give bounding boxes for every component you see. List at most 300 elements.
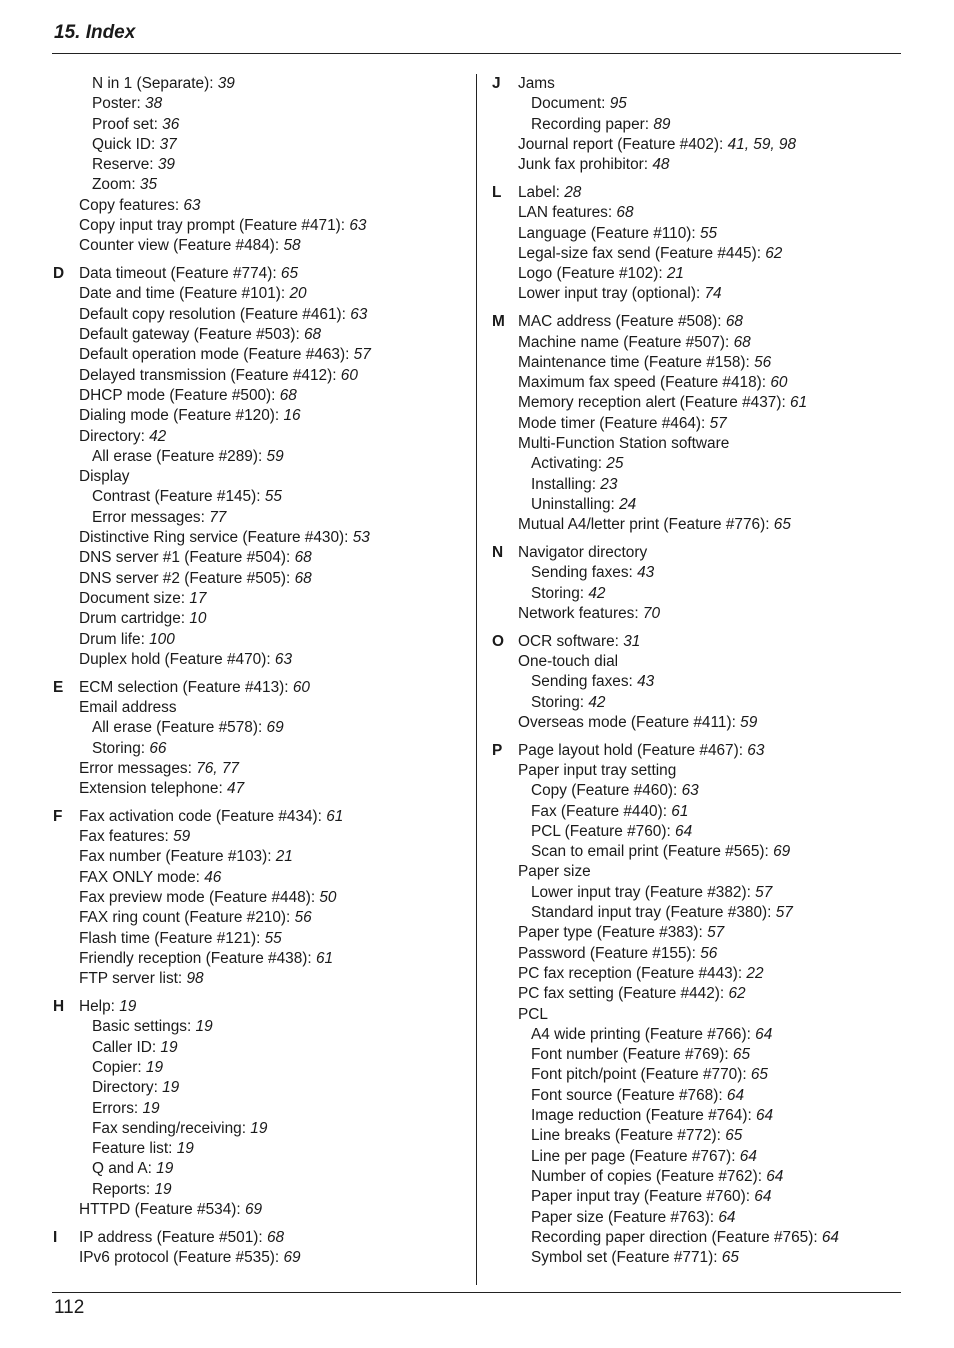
index-subentry [518,1208,892,1228]
index-subentry [79,1099,463,1119]
index-entry [518,713,892,733]
index-page-reference[interactable]: 31 [623,632,641,650]
index-entry [518,652,892,672]
index-entry [79,236,463,256]
index-entry [518,264,892,284]
index-term: Default copy resolution (Feature #461): [79,305,351,323]
index-entry [79,698,463,718]
index-page-reference[interactable]: 38 [145,95,163,113]
index-page-reference[interactable]: 19 [154,1180,172,1198]
index-page-reference[interactable]: 57 [353,346,371,364]
index-page-reference[interactable]: 58 [283,237,301,255]
index-page-reference[interactable]: 47 [227,780,245,798]
index-term: Error messages: [79,759,197,777]
index-page-reference[interactable]: 68 [616,204,634,222]
index-page-reference[interactable]: 24 [619,495,637,513]
index-page-reference[interactable]: 69 [266,719,284,737]
index-term: Copy (Feature #460): [531,782,682,800]
index-page-reference[interactable]: 89 [653,115,671,133]
index-subentry [518,822,892,842]
index-term: Uninstalling: [531,495,620,513]
index-page-reference[interactable]: 60 [770,374,788,392]
index-page-reference[interactable]: 65 [732,1046,751,1064]
index-entry [518,244,892,264]
index-entry [518,604,892,624]
index-page-reference[interactable]: 35 [139,176,158,194]
index-term: Zoom: [92,176,140,194]
index-entry [518,224,892,244]
index-term: Counter view (Feature #484): [79,237,284,255]
index-term: Errors: [92,1099,143,1117]
index-entry-list [79,1228,463,1269]
index-entry [79,305,463,325]
index-letter-group [492,741,892,1269]
index-term: Sending faxes: [531,564,638,582]
index-term: Fax activation code (Feature #434): [79,807,327,825]
index-page-reference[interactable]: 61 [790,394,808,412]
index-page-reference[interactable]: 69 [244,1201,263,1219]
index-page-reference[interactable]: 56 [294,909,312,927]
index-term: Distinctive Ring service (Feature #430): [79,529,353,547]
index-page-reference[interactable]: 63 [350,305,368,323]
index-page-reference[interactable]: 64 [718,1208,736,1226]
index-page-reference[interactable]: 19 [176,1140,194,1158]
index-subentry [518,1065,892,1085]
index-entry [79,467,463,487]
index-page-reference[interactable]: 19 [160,1038,178,1056]
index-term: Copy features: [79,196,184,214]
index-entry [79,366,463,386]
index-entry [518,74,892,94]
index-page-reference[interactable]: 56 [700,944,718,962]
index-subentry [79,175,463,195]
index-term: Lower input tray (Feature #382): [531,883,756,901]
index-subentry [518,1126,892,1146]
index-term: Memory reception alert (Feature #437): [518,394,791,412]
index-page-reference[interactable]: 69 [283,1249,301,1267]
index-page-reference[interactable]: 70 [642,604,661,622]
index-page-reference[interactable]: 74 [704,285,722,303]
index-entry [79,427,463,447]
index-term: Document size: [79,589,190,607]
index-entry [518,984,892,1004]
index-page-reference[interactable]: 76, 77 [196,759,239,777]
index-term: Installing: [531,475,601,493]
index-term: Paper size (Feature #763): [531,1208,719,1226]
index-entry-list [518,74,892,175]
index-page-reference[interactable]: 68 [279,386,297,404]
index-page-reference[interactable]: 68 [294,549,312,567]
index-page-reference[interactable]: 59 [173,828,191,846]
index-page-reference[interactable]: 64 [756,1107,774,1125]
index-page-reference[interactable]: 39 [217,75,235,92]
index-page-reference[interactable]: 19 [119,998,137,1016]
index-entry [518,434,892,454]
index-page-reference[interactable]: 46 [204,868,222,886]
index-term: Directory: [92,1079,163,1097]
index-entry-list [79,997,463,1220]
index-entry-list [79,678,463,800]
index-page-reference[interactable]: 100 [149,630,175,648]
index-page-reference[interactable]: 65 [721,1249,739,1267]
index-page-reference[interactable]: 63 [747,741,765,759]
index-term: DNS server #2 (Feature #505): [79,569,295,587]
index-letter-heading: N [492,544,504,562]
index-entry [518,862,892,882]
index-term: Fax sending/receiving: [92,1119,251,1137]
index-term: Fax (Feature #440): [531,802,672,820]
index-entry [79,216,463,236]
index-entry [518,414,892,434]
index-letter-heading: M [492,313,505,331]
index-term: Language (Feature #110): [518,224,700,242]
index-entry [79,569,463,589]
index-term: Display [79,468,130,486]
index-page-reference[interactable]: 57 [709,414,727,432]
index-entry [518,393,892,413]
index-entry [79,929,463,949]
index-page-reference[interactable]: 64 [739,1147,757,1165]
index-page-reference[interactable]: 64 [821,1228,839,1246]
index-subentry [518,903,892,923]
index-subentry [518,115,892,135]
index-entry [518,373,892,393]
index-entry [79,759,463,779]
index-entry [518,543,892,563]
index-entry [518,155,892,175]
index-entry [518,135,892,155]
index-entry [79,386,463,406]
index-page-reference[interactable]: 41, 59, 98 [727,135,797,153]
index-term: Duplex hold (Feature #470): [79,650,275,668]
index-term: Maximum fax speed (Feature #418): [518,374,771,392]
index-letter-heading: L [492,183,502,201]
index-term: All erase (Feature #289): [92,447,267,465]
index-term: One-touch dial [518,653,619,671]
index-page-reference[interactable]: 19 [162,1079,180,1097]
index-entry [79,1248,463,1268]
index-entry [518,183,892,203]
index-term: Basic settings: [92,1018,196,1036]
index-page-reference[interactable]: 98 [186,970,204,988]
index-term: PCL [518,1005,548,1023]
index-subentry [79,115,463,135]
index-term: Maintenance time (Feature #158): [518,353,755,371]
index-term: OCR software: [518,632,624,650]
index-page-reference[interactable]: 64 [726,1086,745,1104]
index-subentry [518,802,892,822]
index-term: N in 1 (Separate): [92,75,218,92]
index-term: Delayed transmission (Feature #412): [79,366,341,384]
index-page-reference[interactable]: 63 [183,196,201,214]
index-page-reference[interactable]: 10 [189,610,207,628]
index-page-reference[interactable]: 57 [775,904,793,922]
index-page-reference[interactable]: 66 [149,739,167,757]
index-page-reference[interactable]: 62 [728,985,746,1003]
index-term: PC fax reception (Feature #443): [518,964,747,982]
index-entry [79,528,463,548]
index-term: Storing: [531,693,589,711]
index-entry [518,333,892,353]
index-page-reference[interactable]: 68 [725,313,743,331]
index-page-reference[interactable]: 61 [326,807,344,825]
index-entry [79,548,463,568]
index-term: Paper size [518,863,591,881]
index-entry [518,923,892,943]
index-page-reference[interactable]: 53 [352,529,370,547]
index-page-reference[interactable]: 42 [588,693,606,711]
index-term: Journal report (Feature #402): [518,135,728,153]
index-subentry [518,584,892,604]
index-subentry [518,1167,892,1187]
index-page-reference[interactable]: 69 [773,843,791,861]
index-entry [79,908,463,928]
index-term: DHCP mode (Feature #500): [79,386,280,404]
index-page-reference[interactable]: 63 [681,782,699,800]
index-subentry [79,74,463,94]
index-page-reference[interactable]: 37 [159,135,177,153]
index-entry [79,779,463,799]
column-divider [476,74,477,1285]
index-page-reference[interactable]: 65 [280,265,299,283]
index-page-reference[interactable]: 64 [766,1167,784,1185]
index-entry [79,630,463,650]
index-subentry [79,718,463,738]
index-page-reference[interactable]: 57 [707,924,725,942]
index-page-reference[interactable]: 68 [304,326,322,344]
index-term: Fax features: [79,828,174,846]
index-entry-list [518,741,892,1269]
index-letter-heading: E [53,678,64,696]
index-entry [518,312,892,332]
index-page-reference[interactable]: 60 [340,366,358,384]
index-term: Lower input tray (optional): [518,285,705,303]
index-page-reference[interactable]: 65 [750,1066,768,1084]
index-term: Network features: [518,604,643,622]
index-page-reference[interactable]: 50 [319,889,337,907]
index-letter-heading: H [53,998,65,1016]
index-term: LAN features: [518,204,617,222]
index-term: Jams [518,75,555,92]
index-entry [518,741,892,761]
index-term: Number of copies (Feature #762): [531,1167,767,1185]
index-page-reference[interactable]: 36 [162,115,180,133]
index-subentry [518,1228,892,1248]
index-page-reference[interactable]: 68 [733,333,751,351]
index-subentry [518,563,892,583]
index-term: Font number (Feature #769): [531,1046,733,1064]
index-term: Legal-size fax send (Feature #445): [518,244,766,262]
index-term: MAC address (Feature #508): [518,313,726,331]
index-entry-list [79,264,463,670]
index-page-reference[interactable]: 25 [606,455,624,473]
index-page-reference[interactable]: 56 [754,353,772,371]
index-subentry [79,135,463,155]
index-term: Recording paper: [531,115,654,133]
index-page-reference[interactable]: 55 [264,929,282,947]
index-term: Storing: [531,584,589,602]
index-term: Standard input tray (Feature #380): [531,904,776,922]
index-term: Flash time (Feature #121): [79,929,265,947]
index-subentry [79,487,463,507]
index-entry [518,515,892,535]
index-term: Fax preview mode (Feature #448): [79,889,320,907]
index-subentry [79,447,463,467]
index-subentry [518,94,892,114]
index-term: Feature list: [92,1140,177,1158]
index-entry-list [518,632,892,733]
index-page-reference[interactable]: 48 [652,156,670,174]
index-letter-group [53,678,463,800]
index-subentry [79,1139,463,1159]
index-term: Password (Feature #155): [518,944,701,962]
index-subentry [518,1025,892,1045]
index-page-reference[interactable]: 64 [675,822,693,840]
index-term: Poster: [92,95,146,113]
index-entry [518,761,892,781]
index-entry [79,949,463,969]
index-term: ECM selection (Feature #413): [79,678,293,696]
index-page-reference[interactable]: 21 [666,265,684,283]
index-entry [79,888,463,908]
index-term: Navigator directory [518,544,648,562]
index-letter-group [53,74,463,257]
index-letter-heading: P [492,741,503,759]
index-term: Friendly reception (Feature #438): [79,949,316,967]
index-term: Contrast (Feature #145): [92,488,265,506]
index-term: Mode timer (Feature #464): [518,414,710,432]
index-page-reference[interactable]: 20 [289,285,307,303]
index-subentry [79,1119,463,1139]
index-letter-group [492,74,892,175]
index-page-reference[interactable]: 19 [145,1058,164,1076]
index-page-reference[interactable]: 19 [142,1099,160,1117]
index-entry [79,678,463,698]
footer-rule [52,1292,901,1293]
index-entry [518,964,892,984]
index-entry-list [79,74,463,257]
page-header-title: 15. Index [54,22,136,43]
index-page-reference[interactable]: 19 [156,1160,174,1178]
index-term: Image reduction (Feature #764): [531,1107,756,1125]
index-page-reference[interactable]: 21 [275,848,293,866]
index-page-reference[interactable]: 68 [266,1228,285,1246]
index-page-reference[interactable]: 64 [755,1025,773,1043]
index-term: DNS server #1 (Feature #504): [79,549,295,567]
index-page-reference[interactable]: 77 [209,508,227,526]
index-term: Reserve: [92,156,158,174]
index-page-reference[interactable]: 55 [264,488,282,506]
index-term: Machine name (Feature #507): [518,333,734,351]
index-term: HTTPD (Feature #534): [79,1201,245,1219]
index-page-reference[interactable]: 59 [740,713,758,731]
index-subentry [79,1058,463,1078]
index-page-reference[interactable]: 62 [765,244,783,262]
index-page-reference[interactable]: 61 [671,802,689,820]
index-term: Storing: [92,739,150,757]
index-entry [518,944,892,964]
index-letter-heading: O [492,632,504,650]
index-term: PC fax setting (Feature #442): [518,985,729,1003]
index-subentry [79,1180,463,1200]
index-page-reference[interactable]: 57 [755,883,773,901]
index-page-reference[interactable]: 65 [773,516,791,534]
index-entry [518,284,892,304]
index-page-reference[interactable]: 63 [349,217,367,235]
index-page-reference[interactable]: 17 [189,589,207,607]
index-page-reference[interactable]: 16 [283,407,301,425]
index-subentry [79,1078,463,1098]
index-term: Page layout hold (Feature #467): [518,741,748,759]
index-page-reference[interactable]: 43 [637,673,655,691]
index-term: Recording paper direction (Feature #765): [531,1228,822,1246]
index-page-reference[interactable]: 42 [149,427,167,445]
index-subentry [518,1045,892,1065]
index-term: Activating: [531,455,607,473]
index-term: Default gateway (Feature #503): [79,326,304,344]
index-term: Reports: [92,1180,155,1198]
index-page-reference[interactable]: 55 [699,224,718,242]
index-page-reference[interactable]: 60 [292,678,310,696]
index-page-reference[interactable]: 23 [600,475,618,493]
index-entry-list [518,543,892,624]
index-page-reference[interactable]: 39 [157,156,175,174]
index-letter-heading: F [53,807,63,825]
index-term: Font pitch/point (Feature #770): [531,1066,751,1084]
index-term: Paper input tray (Feature #760): [531,1188,755,1206]
index-subentry [79,508,463,528]
index-term: Caller ID: [92,1038,161,1056]
index-term: Help: [79,998,120,1016]
index-entry [79,345,463,365]
index-entry [79,807,463,827]
index-page-reference[interactable]: 42 [588,584,606,602]
index-page-reference[interactable]: 64 [754,1188,772,1206]
index-entry [79,650,463,670]
index-entry [79,284,463,304]
index-page-reference[interactable]: 65 [725,1127,743,1145]
index-page-reference[interactable]: 61 [315,949,334,967]
index-entry [79,406,463,426]
index-term: Data timeout (Feature #774): [79,265,281,283]
index-entry [518,632,892,652]
index-page-reference[interactable]: 68 [294,569,312,587]
index-page-reference[interactable]: 28 [564,183,582,201]
index-subentry [518,883,892,903]
index-page-reference[interactable]: 19 [195,1018,213,1036]
index-entry [79,997,463,1017]
index-entry [79,264,463,284]
index-subentry [79,1017,463,1037]
index-page-reference[interactable]: 63 [274,650,293,668]
index-term: Line breaks (Feature #772): [531,1127,726,1145]
index-letter-group [53,997,463,1220]
index-term: Dialing mode (Feature #120): [79,407,284,425]
index-page-reference[interactable]: 59 [266,447,284,465]
index-subentry [518,672,892,692]
index-entry [79,1228,463,1248]
index-subentry [518,693,892,713]
index-page-reference[interactable]: 43 [637,564,655,582]
index-page-reference[interactable]: 19 [250,1119,268,1137]
index-term: Sending faxes: [531,673,638,691]
index-letter-heading: D [53,265,65,283]
index-page-reference[interactable]: 95 [609,95,627,113]
index-letter-group [53,807,463,990]
index-entry [79,325,463,345]
index-page-reference[interactable]: 22 [746,964,764,982]
index-term: A4 wide printing (Feature #766): [531,1025,756,1043]
